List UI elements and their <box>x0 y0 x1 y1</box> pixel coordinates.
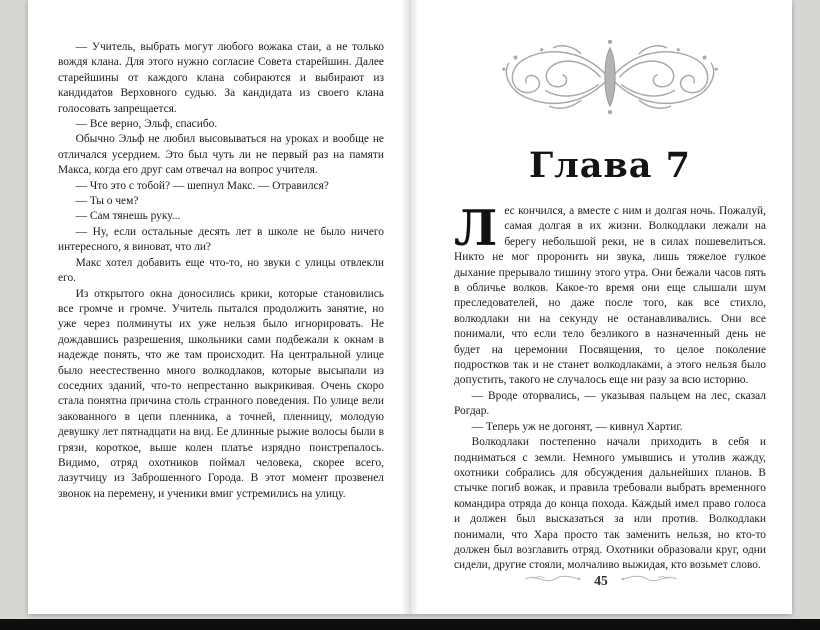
flourish-left-icon <box>524 572 582 590</box>
paragraph-with-dropcap <box>454 199 766 389</box>
paragraph: — Ну, если остальные десять лет в школе не было ничего интересного, я виноват, что ли? <box>58 225 384 254</box>
paragraph: — Ты о чем? <box>75 195 139 208</box>
paragraph-text: ес кончился, а вместе с ним и долгая ночь. Пожалуй, самая долгая в их жизни. Волкодлаки лежали на берегу небольшой реки, не в силах пошевелиться. Никто не мог проронить ни звука, лишь тяжелое гулкое дыхание прерывало тишину этого утра. Они бежали часов пять в обличье волков. Какое-то время они еще слышали шум преследователей, но даже после того, как все стихло, волкодлаки ни на секунду не останавливались. Они все понимали, что если тело безликого в назначенный день не будет на церемонии Посвящения, то целое поколение подростков так и не станет волкодлаками, а этого нельзя было допустить, такого не случалось еще ни разу за всю историю. <box>454 205 766 387</box>
paragraph: Волкодлаки постепенно начали приходить в себя и подниматься с земли. Немного умывшись и утолив жажду, охотники собрались для обсуждения дальнейших планов. В стычке погиб вожак, и правила требовали выбрать временного командира отряда до конца похода. Каждый имел право голоса и должен был высказаться за или против. Волкодлаки понимали, что Хара просто так заменить нельзя, но кто-то должен был возглавить отряд. Охотники образовали круг, одни сидели, другие стояли, молчаливо выжидая, кто возьмет слово. <box>454 436 766 572</box>
flourish-right-icon <box>620 572 678 590</box>
drop-cap: Л <box>454 199 498 257</box>
paragraph: Из открытого окна доносились крики, которые становились все громче и громче. Учитель пытался продолжить занятие, но уже через полминуты их уже нельзя было игнорировать. Не дождавшись разрешения, школьники сами подбежали к окнам в надежде понять, что же там происходит. На центральной улице было неестественно много волкодлаков, которые высыпали из соседних зданий, что-то непрестанно выкрикивая. Очень скоро стала понятна причина столь странного поведения. По улице вели закованного в цепи пленника, а точней, пленницу, молодую девушку лет пятнадцати на вид. Ее длинные рыжие волосы были в грязи, короткое, выше колен платье изрядно поистрепалось. Видимо, отряд охотников поймал человека, скорее всего, лазутчицу из Заброшенного Города. В этот момент прозвенел звонок на перемену, и ученики вмиг устремились на улицу. <box>58 287 384 500</box>
book-spread <box>28 0 792 614</box>
bottom-bar <box>0 619 820 630</box>
paragraph: — Все верно, Эльф, спасибо. <box>75 118 218 131</box>
paragraph: — Сам тянешь руку... <box>75 210 181 223</box>
damask-ornament-icon <box>493 34 727 125</box>
paragraph: — Учитель, выбрать могут любого вожака стаи, а не только вождя клана. Для этого нужно согласие Совета старейшин. Далее старейшины от каждого клана собираются и выбирают из кандидатов Верховного судью. За кандидата из своего клана голосовать запрещается. <box>58 41 384 115</box>
paragraph: Обычно Эльф не любил высовываться на уроках и вообще не отличался усердием. Это был чуть ли не первый раз на памяти Макса, когда его друг сам отвечал на вопрос учителя. <box>58 133 384 177</box>
paragraph: — Теперь уж не догонят, — кивнул Хартиг. <box>471 420 683 433</box>
paragraph: Макс хотел добавить еще что-то, но звуки с улицы отвлекли его. <box>58 256 384 285</box>
page-number: 45 <box>594 573 608 588</box>
paragraph: — Что это с тобой? — шепнул Макс. — Отравился? <box>75 179 329 192</box>
page-right <box>410 0 792 614</box>
paragraph: — Вроде оторвались, — указывая пальцем на лес, сказал Рогдар. <box>454 389 766 418</box>
chapter-title: Глава 7 <box>528 145 692 186</box>
page-left <box>28 0 410 614</box>
page-number-row <box>410 572 792 590</box>
